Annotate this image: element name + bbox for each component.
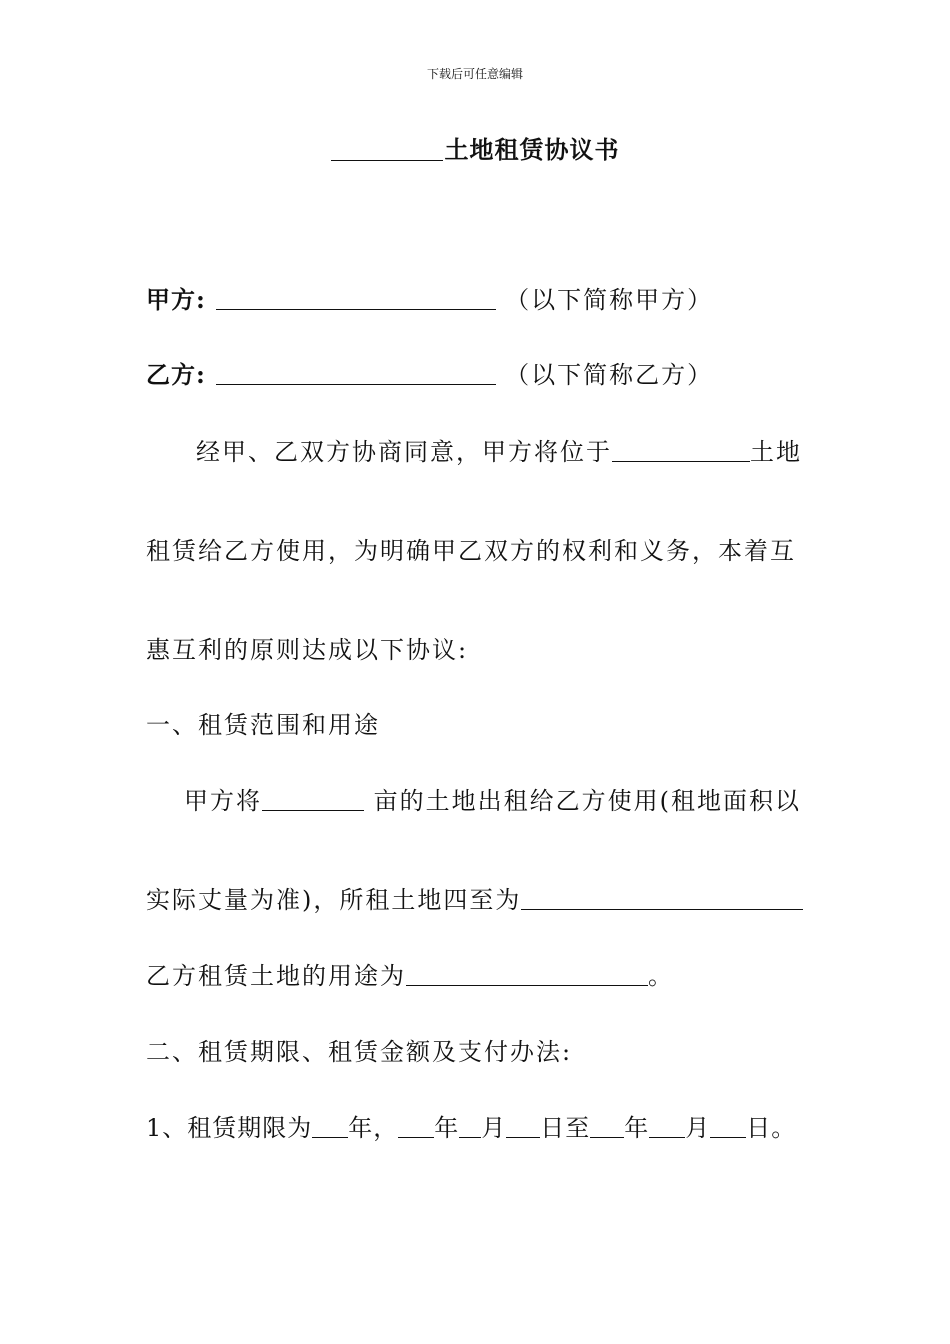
- header-note: 下载后可任意编辑: [426, 67, 523, 81]
- title-blank: [331, 136, 443, 161]
- party-b-suffix: （以下简称乙方）: [505, 361, 714, 389]
- section1-text-2a: 实际丈量为准)，所租土地四至为: [146, 886, 522, 914]
- party-a-line: [146, 284, 713, 316]
- start-year-blank: [398, 1113, 434, 1138]
- end-month-unit: 月: [685, 1114, 711, 1142]
- end-month-blank: [649, 1113, 685, 1138]
- intro-line-2: 租赁给乙方使用，为明确甲乙双方的权利和义务，本着互: [146, 537, 796, 565]
- term-years-unit: 年，: [348, 1114, 399, 1142]
- start-month-unit: 月: [481, 1114, 507, 1142]
- purpose-blank: [406, 961, 648, 986]
- end-year-unit: 年: [624, 1114, 650, 1142]
- party-b-blank: [216, 360, 496, 385]
- party-a-suffix: （以下简称甲方）: [505, 286, 714, 314]
- end-day-blank: [710, 1113, 746, 1138]
- start-day-blank: [506, 1113, 540, 1138]
- section2-item-1: [146, 1112, 796, 1144]
- start-day-unit: 日至: [540, 1114, 591, 1142]
- end-day-unit: 日。: [746, 1114, 797, 1142]
- start-month-blank: [459, 1113, 481, 1138]
- area-blank: [262, 786, 364, 811]
- intro-line-1: [196, 436, 802, 468]
- location-blank: [612, 437, 750, 462]
- intro-text-1a: 经甲、乙双方协商同意，甲方将位于: [196, 438, 612, 466]
- term-years-blank: [312, 1113, 348, 1138]
- document-title: [0, 134, 950, 166]
- party-a-blank: [216, 285, 496, 310]
- party-a-label: 甲方:: [146, 285, 206, 314]
- section1-text-1b: 亩的土地出租给乙方使用(租地面积以: [364, 787, 801, 815]
- section1-text-3a: 乙方租赁土地的用途为: [146, 962, 406, 990]
- intro-text-1b: 土地: [750, 438, 802, 466]
- start-year-unit: 年: [434, 1114, 460, 1142]
- party-b-label: 乙方:: [146, 360, 206, 389]
- section1-line-3: [146, 960, 674, 992]
- party-b-line: [146, 359, 713, 391]
- section1-line-1: [184, 785, 801, 817]
- section1-heading: 一、租赁范围和用途: [146, 711, 380, 739]
- section1-line-2: [146, 884, 803, 916]
- intro-line-3: 惠互利的原则达成以下协议:: [146, 636, 469, 664]
- section1-text-1a: 甲方将: [184, 787, 262, 815]
- end-year-blank: [590, 1113, 624, 1138]
- term-prefix: 1、租赁期限为: [146, 1114, 313, 1142]
- section1-text-3b: 。: [648, 962, 674, 990]
- title-text: 土地租赁协议书: [444, 135, 620, 164]
- section2-heading: 二、租赁期限、租赁金额及支付办法:: [146, 1038, 573, 1066]
- boundaries-blank: [521, 885, 803, 910]
